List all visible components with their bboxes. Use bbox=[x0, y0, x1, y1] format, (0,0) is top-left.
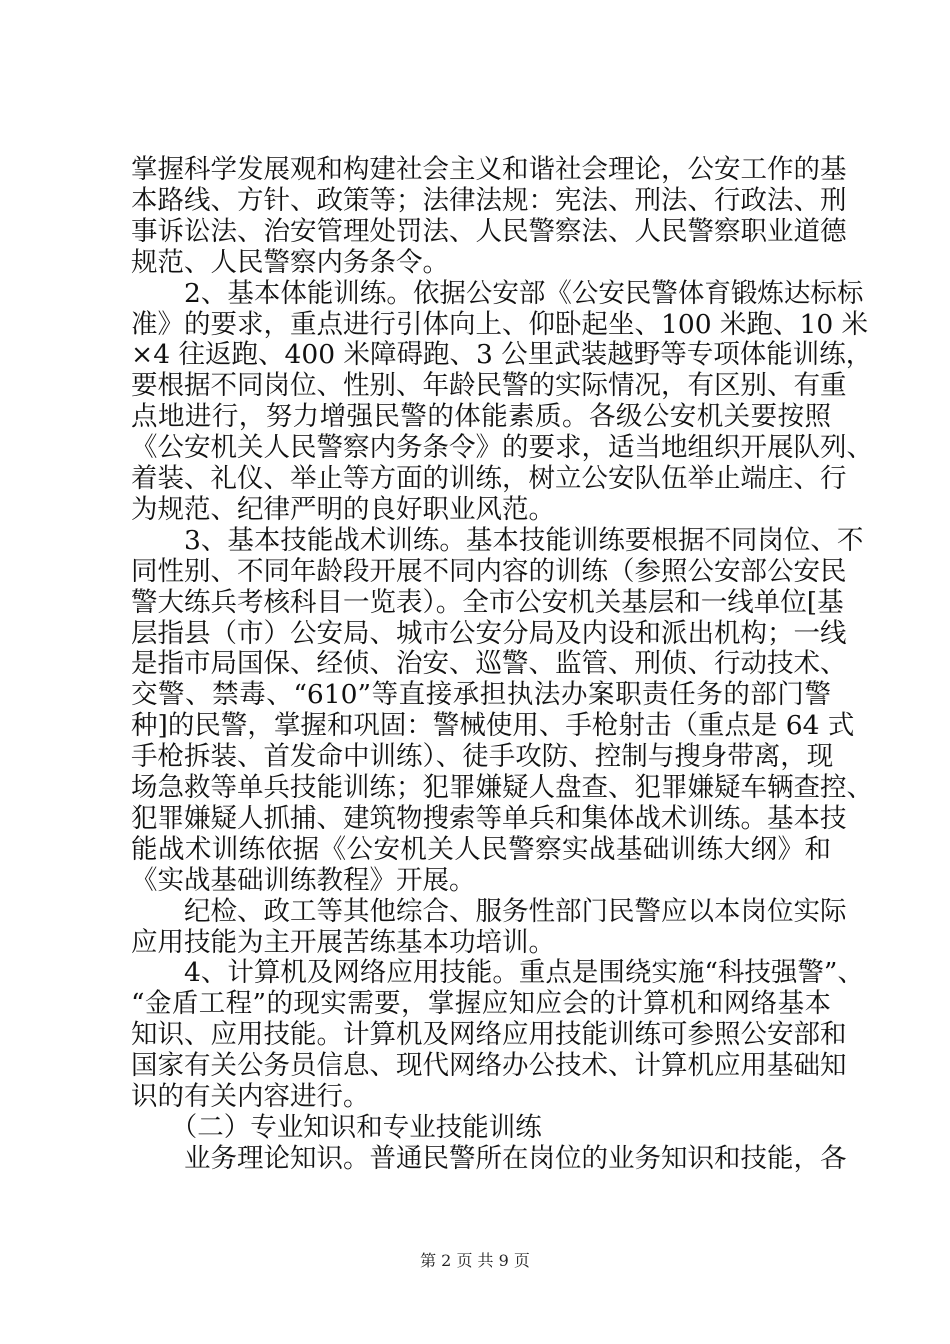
text-line: 种]的民警，掌握和巩固：警械使用、手枪射击（重点是 64 式 bbox=[131, 710, 855, 742]
text-line: 业务理论知识。普通民警所在岗位的业务知识和技能，各 bbox=[131, 1142, 847, 1174]
text-line: 应用技能为主开展苦练基本功培训。 bbox=[131, 926, 555, 958]
text-line: 场急救等单兵技能训练；犯罪嫌疑人盘查、犯罪嫌疑车辆查控、 bbox=[131, 772, 873, 803]
text-line: 同性别、不同年龄段开展不同内容的训练（参照公安部公安民 bbox=[131, 555, 847, 587]
text-line: 警大练兵考核科目一览表）。全市公安机关基层和一线单位[基 bbox=[131, 586, 844, 618]
text-line: 事诉讼法、治安管理处罚法、人民警察法、人民警察职业道德 bbox=[131, 215, 847, 247]
text-line: 是指市局国保、经侦、治安、巡警、监管、刑侦、行动技术、 bbox=[131, 648, 847, 680]
text-line: 《实战基础训练教程》开展。 bbox=[131, 864, 476, 896]
text-line: 犯罪嫌疑人抓捕、建筑物搜索等单兵和集体战术训练。基本技 bbox=[131, 802, 847, 834]
text-line: 3、基本技能战术训练。基本技能训练要根据不同岗位、不 bbox=[131, 524, 864, 556]
text-line: 国家有关公务员信息、现代网络办公技术、计算机应用基础知 bbox=[131, 1050, 847, 1082]
text-line: ×4 往返跑、400 米障碍跑、3 公里武装越野等专项体能训练， bbox=[131, 339, 873, 371]
text-line: 要根据不同岗位、性别、年龄民警的实际情况，有区别、有重 bbox=[131, 370, 847, 402]
text-line: 纪检、政工等其他综合、服务性部门民警应以本岗位实际 bbox=[131, 895, 847, 927]
text-line: 4、计算机及网络应用技能。重点是围绕实施“科技强警”、 bbox=[131, 957, 864, 989]
text-line: 掌握科学发展观和构建社会主义和谐社会理论，公安工作的基 bbox=[131, 154, 847, 185]
page-footer: 第 2 页 共 9 页 bbox=[420, 1251, 530, 1270]
text-line: 着装、礼仪、举止等方面的训练，树立公安队伍举止端庄、行 bbox=[131, 463, 847, 494]
text-line: 准》的要求，重点进行引体向上、仰卧起坐、100 米跑、10 米 bbox=[131, 308, 869, 340]
text-line: 2、基本体能训练。依据公安部《公安民警体育锻炼达标标 bbox=[131, 277, 864, 309]
text-line: 能战术训练依据《公安机关人民警察实战基础训练大纲》和 bbox=[131, 833, 831, 865]
text-line: 手枪拆装、首发命中训练）、徒手攻防、控制与搜身带离，现 bbox=[131, 741, 834, 773]
text-line: 规范、人民警察内务条令。 bbox=[131, 246, 449, 278]
text-line: 本路线、方针、政策等；法律法规：宪法、刑法、行政法、刑 bbox=[131, 184, 847, 216]
text-line: “金盾工程”的现实需要，掌握应知应会的计算机和网络基本 bbox=[131, 988, 831, 1020]
text-line: 交警、禁毒、“610”等直接承担执法办案职责任务的部门警 bbox=[131, 679, 831, 711]
text-line: （二）专业知识和专业技能训练 bbox=[131, 1111, 542, 1143]
text-line: 为规范、纪律严明的良好职业风范。 bbox=[131, 493, 555, 525]
text-line: 知识、应用技能。计算机及网络应用技能训练可参照公安部和 bbox=[131, 1019, 847, 1051]
text-line: 《公安机关人民警察内务条令》的要求，适当地组织开展队列、 bbox=[131, 432, 873, 464]
text-line: 层指县（市）公安局、城市公安分局及内设和派出机构；一线 bbox=[131, 617, 847, 649]
text-line: 点地进行，努力增强民警的体能素质。各级公安机关要按照 bbox=[131, 401, 831, 433]
text-line: 识的有关内容进行。 bbox=[131, 1081, 370, 1112]
